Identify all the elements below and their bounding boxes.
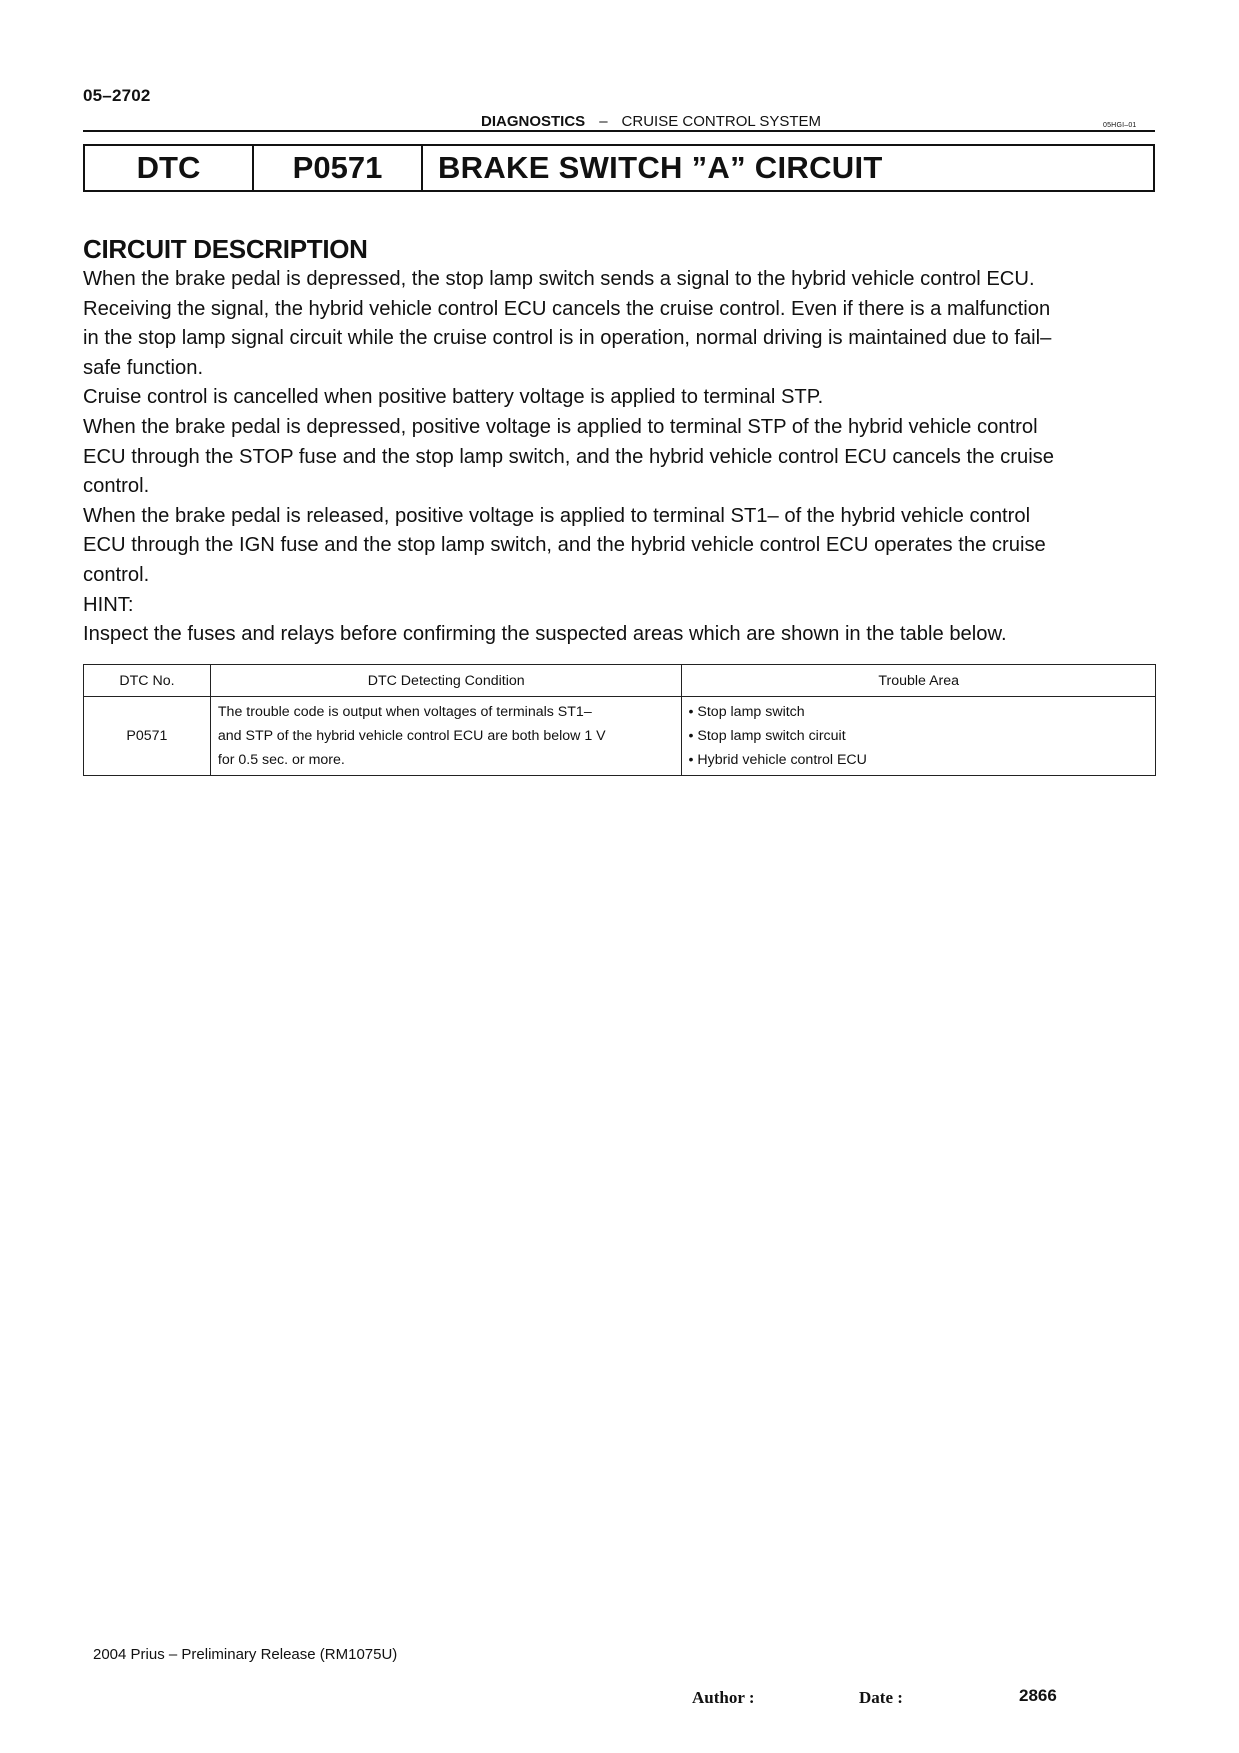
body-line: control. [83,475,150,498]
bullet-icon: • [688,728,694,744]
condition-line: and STP of the hybrid vehicle control ECU are both below 1 V [217,728,606,744]
footer-date-label: Date : [859,1688,903,1707]
cell-detecting-condition [210,697,682,776]
dtc-table [83,664,1156,776]
section-system: CRUISE CONTROL SYSTEM [621,113,821,130]
document-code: 05HGI–01 [1103,122,1137,129]
condition-line: for 0.5 sec. or more. [217,752,345,768]
body-line: Receiving the signal, the hybrid vehicle control ECU cancels the cruise control. Even if there is a malfunction [83,297,1051,320]
dtc-title: BRAKE SWITCH ”A” CIRCUIT [438,150,883,185]
cell-trouble-area [682,697,1156,776]
page-code: 05–2702 [83,86,151,105]
body-line: control. [83,563,150,586]
body-line: When the brake pedal is released, positive voltage is applied to terminal ST1– of the hybrid vehicle control [83,504,1031,527]
dtc-label: DTC [85,146,254,190]
footer-release-info: 2004 Prius – Preliminary Release (RM1075U) [93,1646,398,1663]
body-line: Cruise control is cancelled when positive battery voltage is applied to terminal STP. [83,386,824,409]
circuit-description-body [83,265,1158,650]
trouble-area-text: Hybrid vehicle control ECU [697,752,867,768]
trouble-area-text: Stop lamp switch [697,704,805,720]
header-trouble-area: Trouble Area [682,665,1156,697]
cell-dtc-no: P0571 [84,697,211,776]
hint-text: Inspect the fuses and relays before confirming the suspected areas which are shown in the table below. [83,623,1007,646]
bullet-icon: • [688,704,694,720]
body-line: ECU through the IGN fuse and the stop lamp switch, and the hybrid vehicle control ECU operates the cruise [83,534,1046,557]
body-line: When the brake pedal is depressed, positive voltage is applied to terminal STP of the hybrid vehicle control [83,415,1038,438]
footer-page-number: 2866 [1019,1686,1057,1705]
condition-line: The trouble code is output when voltages of terminals ST1– [217,704,592,720]
header-divider [83,130,1155,132]
header-detecting-condition: DTC Detecting Condition [210,665,682,697]
table-row [84,697,1156,776]
hint-label: HINT: [83,593,134,616]
section-separator: – [599,113,608,130]
body-line: in the stop lamp signal circuit while the cruise control is in operation, normal driving is maintained due to fail– [83,327,1052,350]
body-line: safe function. [83,356,204,379]
bullet-icon: • [688,752,694,768]
section-category: DIAGNOSTICS [481,113,586,130]
footer-author-label: Author : [692,1688,755,1707]
body-line: When the brake pedal is depressed, the stop lamp switch sends a signal to the hybrid vehicle control ECU. [83,268,1035,290]
section-heading: CIRCUIT DESCRIPTION [83,234,368,264]
dtc-title-box [83,144,1155,192]
trouble-area-text: Stop lamp switch circuit [697,728,846,744]
body-line: ECU through the STOP fuse and the stop lamp switch, and the hybrid vehicle control ECU cancels the cruise [83,445,1055,468]
dtc-code: P0571 [254,146,423,190]
header-dtc-no: DTC No. [84,665,211,697]
trouble-area-item [688,724,1149,748]
trouble-area-item [688,700,1149,724]
trouble-area-item [688,748,1149,772]
table-header-row [84,665,1156,697]
